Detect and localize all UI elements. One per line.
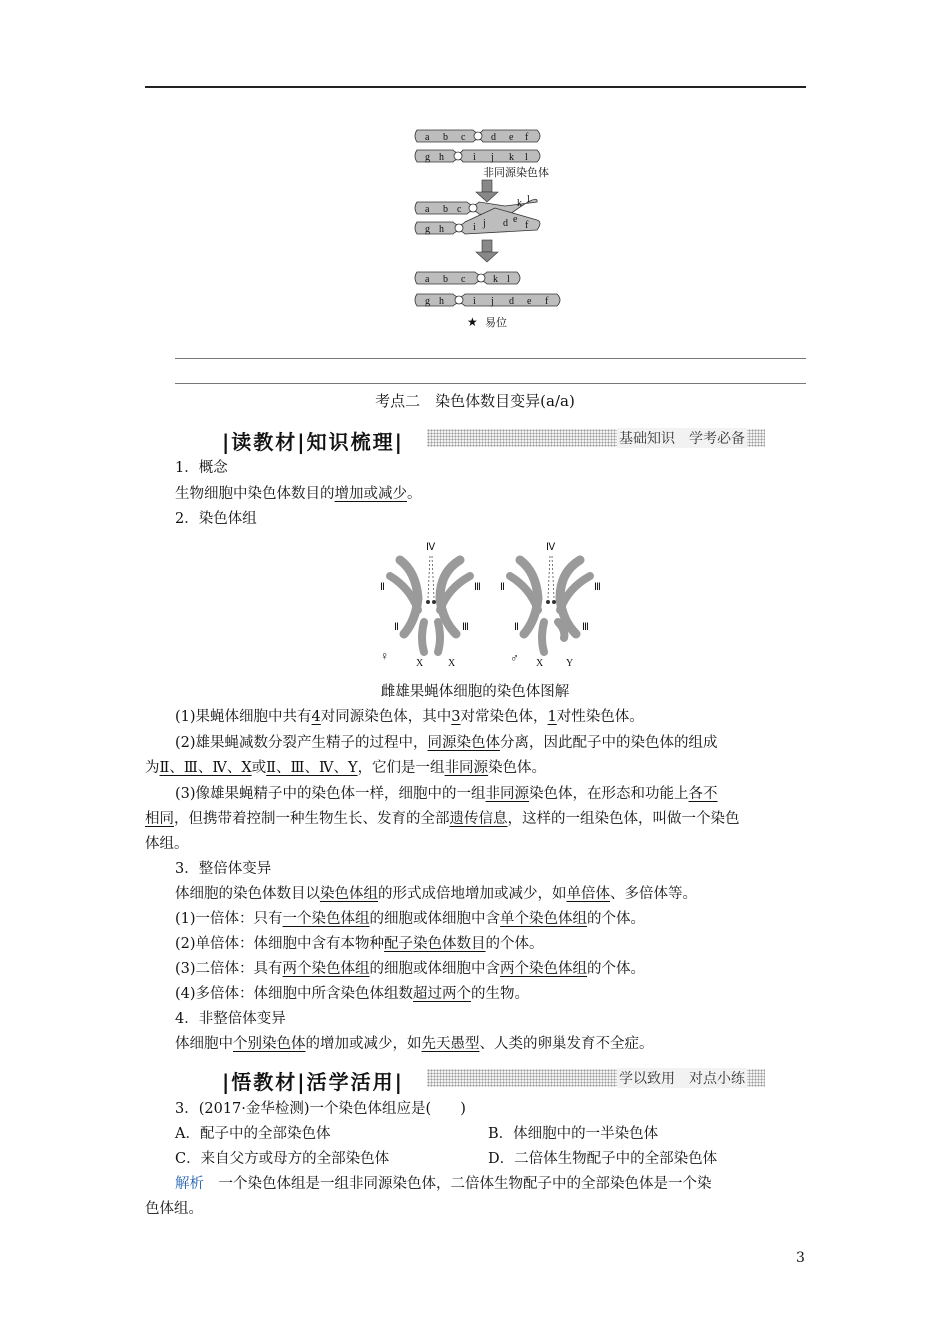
banner-lead: |读教材|知识梳理| xyxy=(222,430,404,454)
chrom-gene: f xyxy=(525,220,529,231)
female-symbol: ♀ xyxy=(380,649,389,663)
chrom-gene: h xyxy=(439,152,444,163)
analysis-line1: 解析 一个染色体组是一组非同源染色体，二倍体生物配子中的全部染色体是一个染 xyxy=(175,1176,712,1192)
chrom-gene: c xyxy=(461,274,466,285)
banner-tag: 学以致用 对点小练 xyxy=(617,1068,747,1088)
analysis-label: 解析 xyxy=(175,1176,204,1192)
item-3-line2: 相同，但携带着控制一种生物生长、发育的全部遗传信息，这样的一组染色体，叫做一个染色 xyxy=(145,811,740,827)
sex-chrom-label: X xyxy=(536,658,544,669)
chrom-gene: f xyxy=(545,296,549,307)
option-d: D．二倍体生物配子中的全部染色体 xyxy=(488,1151,718,1167)
def-haploid: (2)单倍体：体细胞中含有本物种配子染色体数目的个体。 xyxy=(175,936,544,952)
answer-line xyxy=(175,358,806,359)
chrom-gene: i xyxy=(473,152,476,163)
roman-label: Ⅱ xyxy=(500,582,505,593)
def-polyploid: (4)多倍体：体细胞中所含染色体组数超过两个的生物。 xyxy=(175,986,530,1002)
heading-euploidy: 3．整倍体变异 xyxy=(175,861,272,877)
chrom-gene: c xyxy=(461,132,466,143)
chrom-gene: f xyxy=(525,132,529,143)
chrom-gene: k xyxy=(517,198,522,209)
item-3-line1: (3)像雄果蝇精子中的染色体一样，细胞中的一组非同源染色体，在形态和功能上各不 xyxy=(175,786,718,802)
banner-read-textbook xyxy=(222,425,765,454)
heading-aneuploidy: 4．非整倍体变异 xyxy=(175,1011,286,1027)
star-icon: ★ xyxy=(467,315,478,329)
figure-caption: 雌雄果蝇体细胞的染色体图解 xyxy=(380,684,570,700)
option-b: B．体细胞中的一半染色体 xyxy=(488,1126,659,1142)
chrom-gene: b xyxy=(443,132,448,143)
banner-apply xyxy=(222,1065,765,1094)
header-rule xyxy=(145,86,806,88)
heading-chromosome-set: 2．染色体组 xyxy=(175,511,257,527)
chrom-gene: j xyxy=(491,296,494,307)
roman-label: Ⅱ xyxy=(514,622,519,633)
male-symbol: ♂ xyxy=(510,651,519,665)
chrom-gene: g xyxy=(425,296,430,307)
option-c: C．来自父方或母方的全部染色体 xyxy=(175,1151,390,1167)
sex-chrom-label: Y xyxy=(566,658,574,669)
euploidy-text: 体细胞的染色体数目以染色体组的形式成倍地增加或减少，如单倍体、多倍体等。 xyxy=(175,886,697,902)
item-1: (1)果蝇体细胞中共有4对同源染色体，其中3对常染色体，1对性染色体。 xyxy=(175,709,644,725)
chrom-gene: h xyxy=(439,296,444,307)
chrom-gene: l xyxy=(527,194,530,205)
banner-tag: 基础知识 学考必备 xyxy=(617,428,747,448)
chrom-gene: i xyxy=(473,222,476,233)
roman-label: Ⅳ xyxy=(546,542,556,553)
chrom-gene: d xyxy=(503,218,508,229)
sex-chrom-label: X xyxy=(448,658,456,669)
label-nonhomologous: 非同源染色体 xyxy=(483,167,549,179)
analysis-line2: 色体组。 xyxy=(145,1201,203,1217)
chrom-gene: d xyxy=(491,132,496,143)
chrom-gene: i xyxy=(473,296,476,307)
section-title: 考点二 染色体数目变异(a/a) xyxy=(375,392,575,410)
option-a: A．配子中的全部染色体 xyxy=(175,1126,331,1142)
translocation-figure xyxy=(405,122,575,337)
chrom-gene: h xyxy=(439,224,444,235)
roman-label: Ⅱ xyxy=(380,582,385,593)
answer-line xyxy=(175,383,806,384)
item-3-line3: 体组。 xyxy=(145,836,189,852)
chrom-gene: b xyxy=(443,274,448,285)
question-stem: 3．(2017·金华检测)一个染色体组应是( ) xyxy=(175,1101,466,1117)
chrom-gene: a xyxy=(425,274,430,285)
roman-label: Ⅲ xyxy=(594,582,601,593)
chrom-gene: l xyxy=(525,152,528,163)
chrom-gene: j xyxy=(491,152,494,163)
heading-concept: 1．概念 xyxy=(175,460,228,476)
roman-label: Ⅱ xyxy=(394,622,399,633)
sex-chrom-label: X xyxy=(416,658,424,669)
item-2-line1: (2)雄果蝇减数分裂产生精子的过程中，同源染色体分离，因此配子中的染色体的组成 xyxy=(175,735,718,751)
roman-label: Ⅲ xyxy=(582,622,589,633)
chrom-gene: e xyxy=(513,214,518,225)
fruit-fly-chromosome-figure xyxy=(370,538,615,670)
chrom-gene: b xyxy=(443,204,448,215)
chrom-gene: e xyxy=(527,296,532,307)
page-number: 3 xyxy=(796,1250,805,1266)
chrom-gene: a xyxy=(425,132,430,143)
roman-label: Ⅲ xyxy=(462,622,469,633)
chrom-gene: g xyxy=(425,224,430,235)
chrom-gene: g xyxy=(425,152,430,163)
banner-lead: |悟教材|活学活用| xyxy=(222,1070,404,1094)
item-2-line2: 为Ⅱ、Ⅲ、Ⅳ、X或Ⅱ、Ⅲ、Ⅳ、Y，它们是一组非同源染色体。 xyxy=(145,760,547,776)
chrom-gene: e xyxy=(509,132,514,143)
chrom-gene: c xyxy=(457,204,462,215)
chrom-gene: k xyxy=(509,152,514,163)
roman-label: Ⅲ xyxy=(474,582,481,593)
chrom-gene: j xyxy=(483,218,486,229)
def-monoploid: (1)一倍体：只有一个染色体组的细胞或体细胞中含单个染色体组的个体。 xyxy=(175,911,646,927)
concept-text: 生物细胞中染色体数目的增加或减少。 xyxy=(175,486,422,502)
chrom-gene: l xyxy=(507,274,510,285)
def-diploid: (3)二倍体：具有两个染色体组的细胞或体细胞中含两个染色体组的个体。 xyxy=(175,961,646,977)
chrom-gene: a xyxy=(425,204,430,215)
label-translocation: 易位 xyxy=(485,317,507,329)
chrom-gene: d xyxy=(509,296,514,307)
aneuploidy-text: 体细胞中个别染色体的增加或减少，如先天愚型、人类的卵巢发育不全症。 xyxy=(175,1036,654,1052)
roman-label: Ⅳ xyxy=(426,542,436,553)
chrom-gene: k xyxy=(493,274,498,285)
